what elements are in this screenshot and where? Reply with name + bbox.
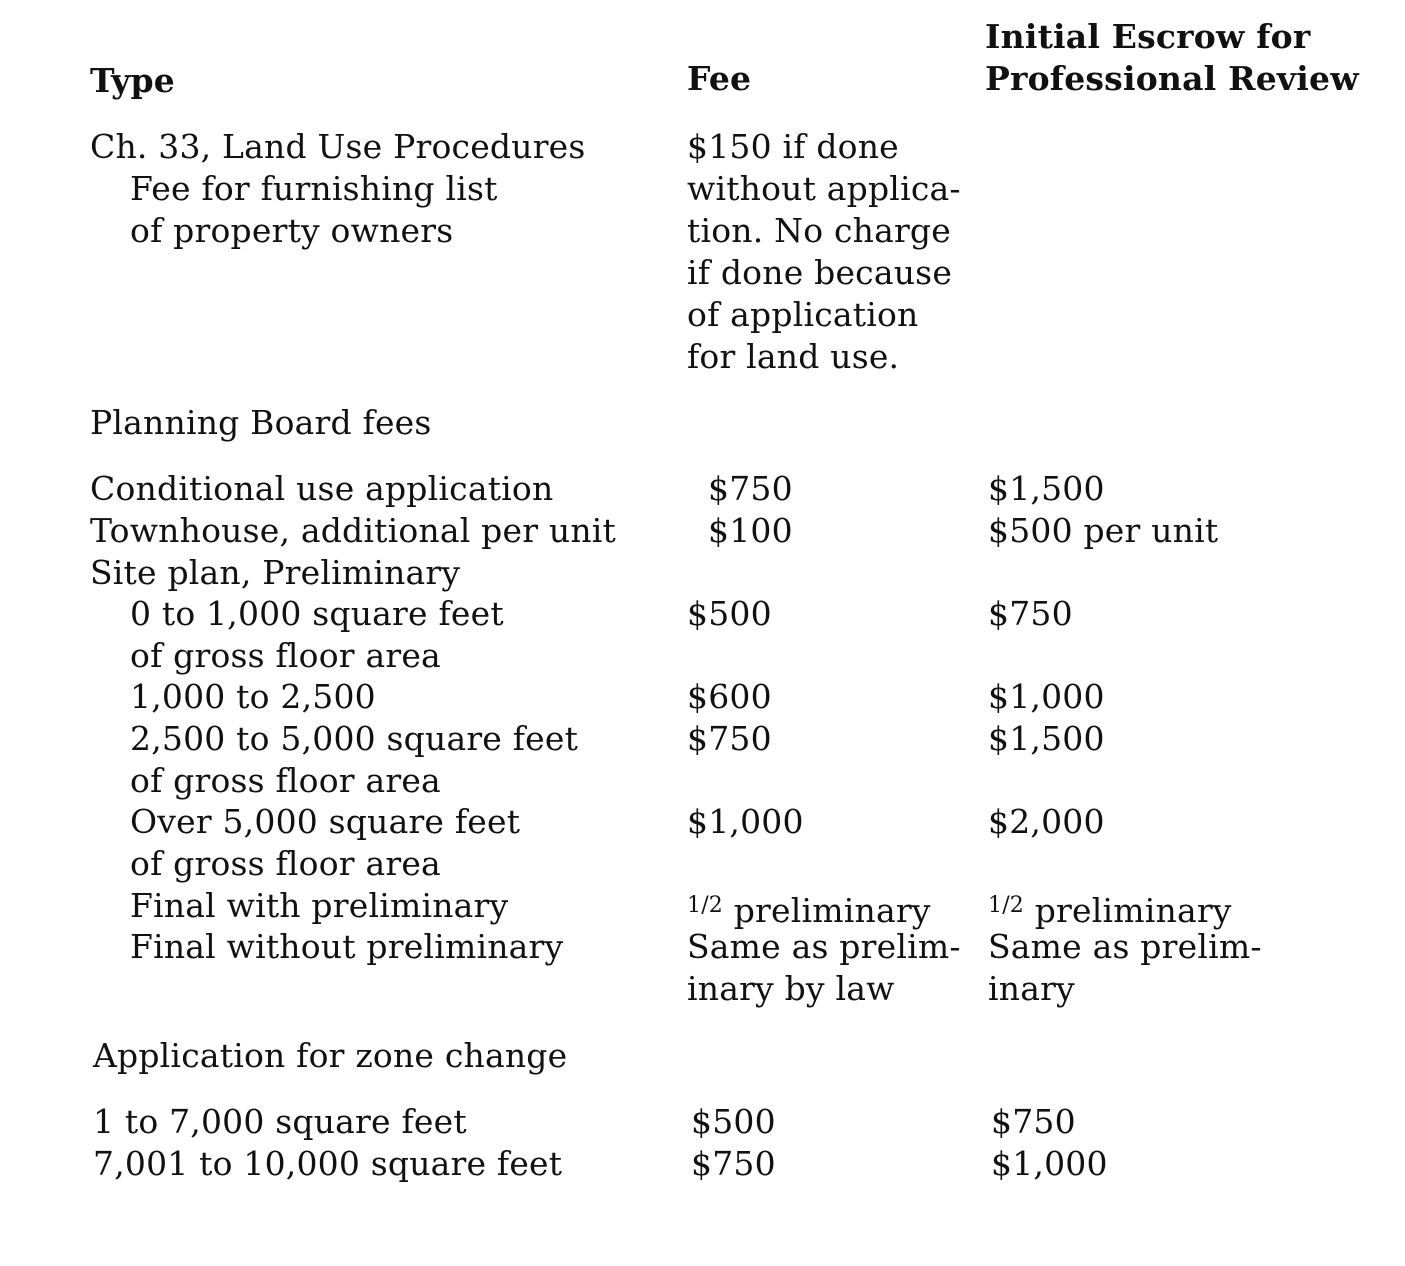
conditional-use-label: Conditional use application [90,469,554,508]
final-without-preliminary-escrow-line2: inary [988,969,1075,1008]
site-plan-0-1000-label1: 0 to 1,000 square feet [130,594,504,633]
final-with-preliminary-label: Final with preliminary [130,886,509,925]
final-with-preliminary-fee [687,885,931,932]
fraction: 1/2 [988,893,1025,918]
ch33-item-line1: Fee for furnishing list [130,169,498,208]
conditional-use-escrow: $1,500 [988,469,1105,508]
fee-text: preliminary [733,891,931,930]
site-plan-title: Site plan, Preliminary [90,553,461,592]
ch33-fee-line: $150 if done [687,127,899,166]
escrow-text: preliminary [1034,891,1232,930]
site-plan-2500-5000-fee: $750 [687,719,772,758]
site-plan-2500-5000-label2: of gross floor area [130,761,441,800]
site-plan-over-5000-label1: Over 5,000 square feet [130,802,521,841]
site-plan-1000-2500-fee: $600 [687,677,772,716]
final-without-preliminary-fee-line2: inary by law [687,969,895,1008]
final-without-preliminary-label: Final without preliminary [130,927,564,966]
site-plan-2500-5000-escrow: $1,500 [988,719,1105,758]
zone-change-title: Application for zone change [93,1036,568,1075]
townhouse-label: Townhouse, additional per unit [90,511,617,550]
site-plan-2500-5000-label1: 2,500 to 5,000 square feet [130,719,579,758]
site-plan-1000-2500-label: 1,000 to 2,500 [130,677,376,716]
ch33-title: Ch. 33, Land Use Procedures [90,127,586,166]
townhouse-escrow: $500 per unit [988,511,1219,550]
column-header-fee: Fee [687,59,752,98]
ch33-fee-line: without applica- [687,169,961,208]
site-plan-0-1000-escrow: $750 [988,594,1073,633]
planning-board-title: Planning Board fees [90,403,432,442]
zone-change-row2-fee: $750 [691,1144,776,1183]
site-plan-over-5000-fee: $1,000 [687,802,804,841]
site-plan-over-5000-label2: of gross floor area [130,844,441,883]
conditional-use-fee: $750 [708,469,793,508]
townhouse-fee: $100 [708,511,793,550]
ch33-fee-line: tion. No charge [687,211,951,250]
column-header-type: Type [90,61,175,100]
zone-change-row2-escrow: $1,000 [991,1144,1108,1183]
site-plan-0-1000-label2: of gross floor area [130,636,441,675]
site-plan-over-5000-escrow: $2,000 [988,802,1105,841]
column-header-escrow-line1: Initial Escrow for [985,17,1311,56]
fraction: 1/2 [687,893,724,918]
final-without-preliminary-fee-line1: Same as prelim- [687,927,961,966]
site-plan-1000-2500-escrow: $1,000 [988,677,1105,716]
ch33-fee-line: of application [687,295,919,334]
ch33-item-line2: of property owners [130,211,454,250]
final-without-preliminary-escrow-line1: Same as prelim- [988,927,1262,966]
zone-change-row1-escrow: $750 [991,1102,1076,1141]
final-with-preliminary-escrow [988,885,1232,932]
column-header-escrow-line2: Professional Review [985,59,1359,98]
ch33-fee-line: if done because [687,253,953,292]
zone-change-row2-label: 7,001 to 10,000 square feet [93,1144,563,1183]
site-plan-0-1000-fee: $500 [687,594,772,633]
ch33-fee-line: for land use. [687,337,900,376]
zone-change-row1-fee: $500 [691,1102,776,1141]
zone-change-row1-label: 1 to 7,000 square feet [93,1102,467,1141]
